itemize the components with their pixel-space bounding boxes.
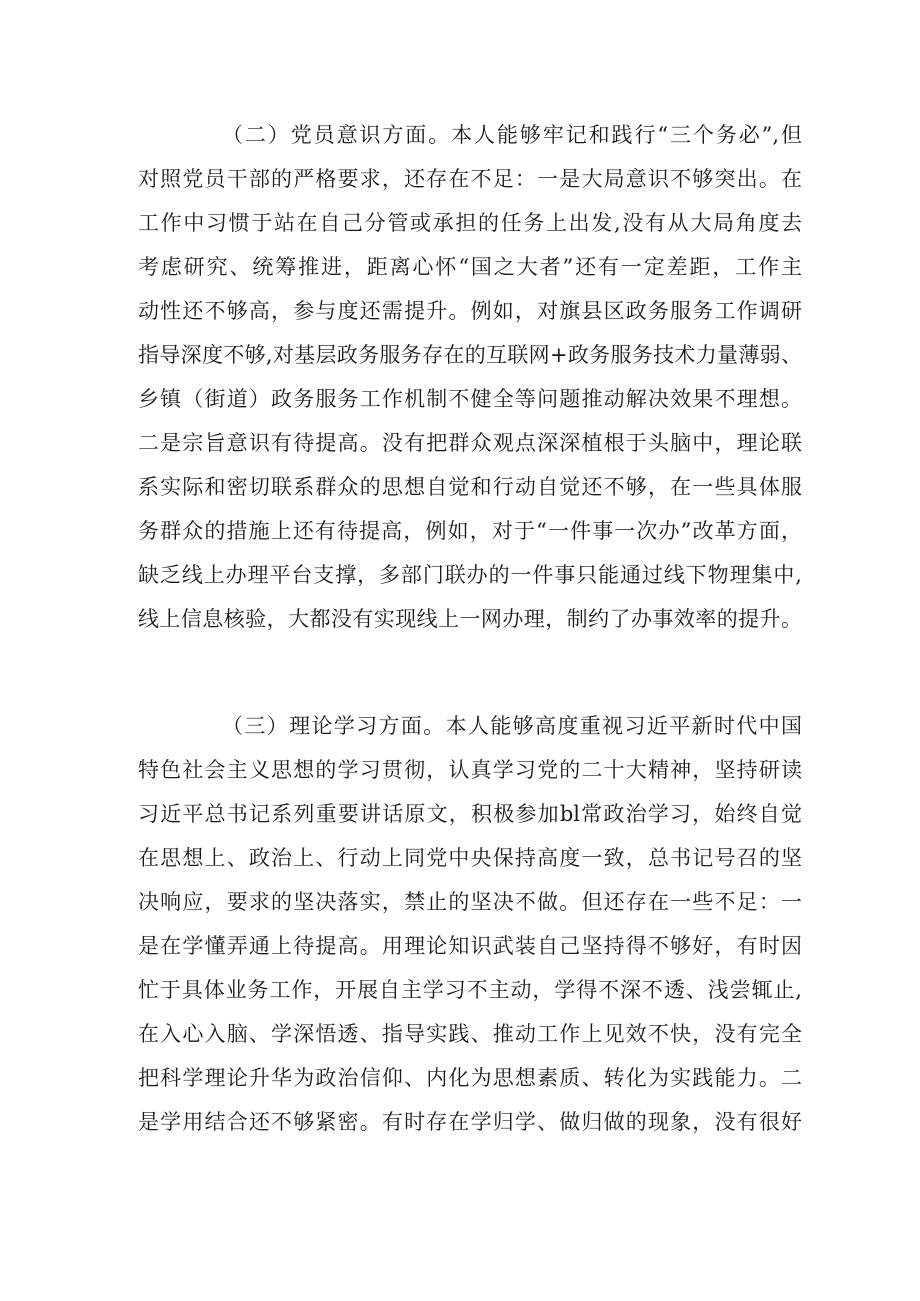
- text-line: 工作中习惯于站在自己分管或承担的任务上出发,没有从大局角度去: [138, 211, 802, 235]
- text-line: 在思想上、政治上、行动上同党中央保持高度一致，总书记号召的坚: [138, 846, 802, 870]
- text-line: 在入心入脑、学深悟透、指导实践、推动工作上见效不快，没有完全: [138, 1022, 802, 1046]
- text-line: 务群众的措施上还有待提高，例如，对于“一件事一次办”改革方面，: [138, 519, 802, 543]
- text-line: 习近平总书记系列重要讲话原文，积极参加bl常政治学习，始终自觉: [138, 802, 802, 826]
- text-line: 是学用结合还不够紧密。有时存在学归学、做归做的现象，没有很好: [138, 1110, 802, 1134]
- text-line: 指导深度不够,对基层政务服务存在的互联网+政务服务技术力量薄弱、: [138, 343, 802, 367]
- text-line: （二）党员意识方面。本人能够牢记和践行“三个务必”,但: [222, 123, 802, 147]
- paragraph-party-member-awareness: [138, 113, 802, 641]
- text-line: 把科学理论升华为政治信仰、内化为思想素质、转化为实践能力。二: [138, 1066, 802, 1090]
- text-line: 线上信息核验，大都没有实现线上一网办理，制约了办事效率的提升。: [138, 607, 802, 631]
- text-line: 对照党员干部的严格要求，还存在不足：一是大局意识不够突出。在: [138, 167, 802, 191]
- text-line: 考虑研究、统筹推进，距离心怀“国之大者”还有一定差距，工作主: [138, 255, 802, 279]
- text-line: 乡镇（街道）政务服务工作机制不健全等问题推动解决效果不理想。: [138, 387, 802, 411]
- text-line: 是在学懂弄通上待提高。用理论知识武装自己坚持得不够好，有时因: [138, 934, 802, 958]
- text-line: 系实际和密切联系群众的思想自觉和行动自觉还不够，在一些具体服: [138, 475, 802, 499]
- text-line: 二是宗旨意识有待提高。没有把群众观点深深植根于头脑中，理论联: [138, 431, 802, 455]
- paragraph-theory-study: [138, 704, 802, 1144]
- text-line: （三）理论学习方面。本人能够高度重视习近平新时代中国: [222, 714, 802, 738]
- text-line: 动性还不够高，参与度还需提升。例如，对旗县区政务服务工作调研: [138, 299, 802, 323]
- text-line: 决响应，要求的坚决落实，禁止的坚决不做。但还存在一些不足：一: [138, 890, 802, 914]
- text-line: 特色社会主义思想的学习贯彻，认真学习党的二十大精神，坚持研读: [138, 758, 802, 782]
- text-line: 忙于具体业务工作，开展自主学习不主动，学得不深不透、浅尝辄止,: [138, 978, 802, 1002]
- text-line: 缺乏线上办理平台支撑，多部门联办的一件事只能通过线下物理集中,: [138, 563, 802, 587]
